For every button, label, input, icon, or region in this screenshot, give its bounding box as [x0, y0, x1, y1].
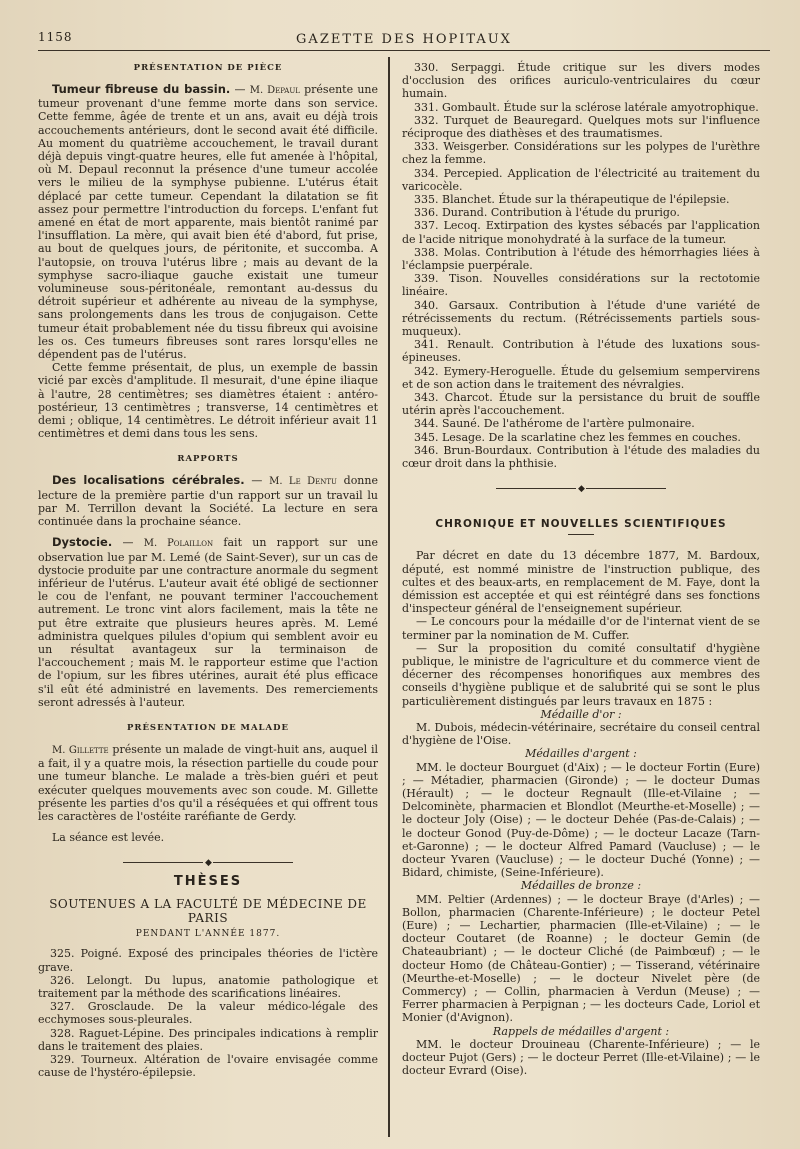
left-column	[38, 57, 388, 1137]
award-list: MM. le docteur Drouineau (Charente-Inférieure) ; — le docteur Pujot (Gers) ; — le docteur Perret (Ille-et-Vilaine) ; — le docteur Evrard (Oise).	[402, 1037, 760, 1078]
thesis-entry: 342. Eymery-Heroguelle. Étude du gelsemium sempervirens et de son action dans le traitement des névralgies.	[402, 364, 760, 391]
article-paragraph: M. Gillette présente un malade de vingt-huit ans, auquel il a fait, il y a quatre mois, la résection partielle du coude pour une tumeur blanche. Le malade a très-bien guéri et peut exécuter quelques mouvements avec son coude. M. Gillette présente les parties d'os qu'il a réséquées et qui offrent tous les caractères de l'ostéite raréfiante de Gerdy.	[38, 742, 378, 823]
section-heading: PRÉSENTATION DE PIÈCE	[133, 63, 283, 73]
page-number: 1158	[38, 30, 73, 44]
speaker-name: M. Polaillon	[143, 538, 214, 550]
run-in-title: Dystocie.	[52, 535, 113, 550]
section-heading: RAPPORTS	[177, 454, 239, 465]
closing-line: La séance est levée.	[52, 831, 165, 845]
right-column	[388, 57, 760, 1137]
section-heading: PRÉSENTATION DE MALADE	[127, 722, 289, 733]
award-heading: Médailles de bronze :	[520, 879, 642, 893]
article-paragraph: Dystocie. — M. Polaillon fait un rapport sur une observation lue par M. Lemé (de Saint-Sever), sur un cas de dystocie produite par une contracture anormale du segment inférieur de l'utérus. L'auteur avait été obligé de sectionner le cou de l'enfant, ne pouvant terminer l'accouchement autrement. Le tronc vint alors facilement, mais la tête ne put être extraite que plusieurs heures après. M. Lemé administra quelques pilules d'opium qui semblent avoir eu un résultat avantageux sur la terminaison de l'accouchement ; mais M. le rapporteur estime que l'action de l'opium, sur les fibres utérines, aurait été plus efficace s'il eût été administré en lavements. Des remerciements seront adressés à l'auteur.	[38, 535, 378, 709]
thesis-entry: 331. Gombault. Étude sur la sclérose latérale amyotrophique.	[414, 100, 759, 114]
speaker-name: M. Depaul	[249, 85, 300, 96]
thesis-entry: 336. Durand. Contribution à l'étude du prurigo.	[414, 206, 680, 220]
article-paragraph: Tumeur fibreuse du bassin. — M. Depaul présente une tumeur provenant d'une femme morte dans son service. Cette femme, âgée de trente et un ans, avait eu déjà trois accouchements antérieurs, dont le second avait été difficile. Au moment du quatrième accouchement, le travail durant déjà depuis vingt-quatre heures, elle fut amenée à l'hôpital, où M. Depaul reconnut la présence d'une tumeur accolée vers le milieu de la symphyse pubienne. L'utérus était déplacé par cette tumeur. Cependant la dilatation se fit assez pour permettre l'introduction du forceps. L'enfant fut amené en état de mort apparente, mais bientôt ranimé par l'insufflation. La mère, qui avait bien été d'abord, fut prise, au bout de quelques jours, de péritonite, et succomba. A l'autopsie, on trouva l'utérus libre ; mais au devant de la symphyse sacro-iliaque gauche existait une tumeur volumineuse sous-péritonéale, remontant au-dessus du détroit supérieur et adhérente au niveau de la symphyse, sans prolongements dans les trous de conjugaison. Cette tumeur était probablement née du tissu fibreux qui avoisine les os. Ces tumeurs fibreuses sont rares lorsqu'elles ne dépendent pas de l'utérus.	[38, 82, 379, 362]
article-paragraph: — Sur la proposition du comité consultatif d'hygiène publique, le ministre de l'agriculture et du commerce vient de décerner des récompenses honorifiques aux membres des conseils d'hygiène publique et de salubrité qui se sont le plus particulièrement distingués par leurs travaux en 1875 :	[402, 641, 760, 708]
article-paragraph: Par décret en date du 13 décembre 1877, M. Bardoux, député, est nommé ministre de l'instruction publique, des cultes et des beaux-arts, en remplacement de M. Faye, dont la démission est acceptée et qui est réintégré dans ses fonctions d'inspecteur général de l'enseignement supérieur.	[402, 549, 760, 616]
thesis-entry: 335. Blanchet. Étude sur la thérapeutique de l'épilepsie.	[414, 193, 730, 207]
thesis-entry: 338. Molas. Contribution à l'étude des hémorrhagies liées à l'éclampsie puerpérale.	[402, 245, 760, 273]
award-list: MM. Peltier (Ardennes) ; — le docteur Braye (d'Arles) ; — Bollon, pharmacien (Charente-Inférieure) ; le docteur Petel (Eure) ; — Lechartier, pharmacien (Ille-et-Vilaine) ; — le docteur Coutaret (de Roanne) ; le docteur Gemin (de Chateaubriant) ; — le docteur Cliché (de Paimbœuf) ; — le docteur Homo (de Château-Gontier) ; — Tisserand, vétérinaire (Meurthe-et-Moselle) ; — le docteur Nivelet père (de Commercy) ; — Collin, pharmacien à Verdun (Meuse) ; — Ferrer pharmacien à Perpignan ; — les docteurs Cade, Loriol et Monier (d'Avignon).	[402, 892, 760, 1025]
article-paragraph: Des localisations cérébrales. — M. Le Dentu donne lecture de la première partie d'un rapport sur un travail lu par M. Terrillon devant la Société. La lecture en sera continuée dans la prochaine séance.	[38, 473, 378, 529]
speaker-name: M. Le Dentu	[269, 476, 337, 488]
theses-title: THÈSES	[173, 874, 243, 890]
title-rule	[568, 534, 594, 535]
run-in-title: Tumeur fibreuse du bassin.	[52, 82, 231, 96]
chronicle-title: CHRONIQUE ET NOUVELLES SCIENTIFIQUES	[435, 518, 727, 531]
award-heading: Rappels de médailles d'argent :	[492, 1024, 670, 1038]
award-list: MM. le docteur Bourguet (d'Aix) ; — le docteur Fortin (Eure) ; — Métadier, pharmacien (Gironde) ; — le docteur Dumas (Hérault) ; — le docteur Regnault (Ille-et-Vilaine ; — Delcominète, pharmacien et Blondlot (Meurthe-et-Moselle) ; — le docteur Joly (Oise) ; — le docteur Dehée (Pas-de-Calais) ; — le docteur Gonod (Puy-de-Dôme) ; — le docteur Lacaze (Tarn-et-Garonne) ; — le docteur Alfred Pamard (Vaucluse) ; — le docteur Yvaren (Vaucluse) ; — le docteur Duché (Yonne) ; — Bidard, chimiste, (Seine-Inférieure).	[402, 760, 760, 880]
ornament-divider: ◆	[38, 858, 378, 868]
award-heading: Médailles d'argent :	[525, 747, 637, 761]
thesis-entry: 340. Garsaux. Contribution à l'étude d'une variété de rétrécissements du rectum. (Rétrécissements partiels sous-muqueux).	[402, 298, 760, 339]
article-paragraph: Cette femme présentait, de plus, un exemple de bassin vicié par excès d'amplitude. Il mesurait, d'une épine iliaque à l'autre, 28 centimètres; ses diamètres étaient : antéro-postérieur, 13 centimètres ; transverse, 14 centimètres et demi ; oblique, 14 centimètres. Le détroit inférieur avait 11 centimètres et demi dans tous les sens.	[38, 361, 378, 441]
thesis-entry: 345. Lesage. De la scarlatine chez les femmes en couches.	[414, 430, 741, 444]
thesis-entry: 333. Weisgerber. Considérations sur les polypes de l'urèthre chez la femme.	[402, 140, 760, 167]
thesis-entry: 334. Percepied. Application de l'électricité au traitement du varicocèle.	[402, 166, 760, 193]
article-paragraph: — Le concours pour la médaille d'or de l'internat vient de se terminer par la nomination de M. Cuffer.	[402, 615, 760, 642]
award-heading: Médaille d'or :	[540, 707, 622, 721]
thesis-entry: 343. Charcot. Étude sur la persistance du bruit de souffle utérin après l'accouchement.	[402, 391, 760, 418]
award-list: M. Dubois, médecin-vétérinaire, secrétaire du conseil central d'hygiène de l'Oise.	[402, 720, 760, 748]
thesis-entry: 341. Renault. Contribution à l'étude des luxations sous-épineuses.	[402, 338, 760, 365]
run-in-title: Des localisations cérébrales.	[52, 473, 245, 488]
thesis-entry: 339. Tison. Nouvelles considérations sur la rectotomie linéaire.	[402, 272, 760, 299]
thesis-entry: 344. Sauné. De l'athérome de l'artère pulmonaire.	[414, 417, 695, 431]
theses-year-line: PENDANT L'ANNÉE 1877.	[135, 929, 281, 940]
publication-title: GAZETTE DES HOPITAUX	[296, 32, 512, 47]
thesis-entry: 325. Poigné. Exposé des principales théories de l'ictère grave.	[38, 947, 378, 974]
thesis-entry: 346. Brun-Bourdaux. Contribution à l'étude des maladies du cœur droit dans la phthisie.	[402, 443, 760, 471]
ornament-divider: ◆	[402, 484, 760, 494]
theses-subtitle: SOUTENUES A LA FACULTÉ DE MÉDECINE DE PARIS	[49, 897, 367, 926]
page-header	[38, 28, 770, 51]
thesis-entry: 328. Raguet-Lépine. Des principales indications à remplir dans le traitement des plaies.	[38, 1026, 378, 1053]
thesis-entry: 329. Tourneux. Altération de l'ovaire envisagée comme cause de l'hystéro-épilepsie.	[38, 1052, 378, 1080]
thesis-entry: 327. Grosclaude. De la valeur médico-légale des ecchymoses sous-pleurales.	[38, 1000, 378, 1027]
thesis-entry: 337. Lecoq. Extirpation des kystes sébacés par l'application de l'acide nitrique monohydraté à la surface de la tumeur.	[402, 219, 760, 246]
thesis-entry: 326. Lelongt. Du lupus, anatomie pathologique et traitement par la méthode des scarifications linéaires.	[38, 973, 378, 1000]
thesis-entry: 330. Serpaggi. Étude critique sur les divers modes d'occlusion des orifices auriculo-ventriculaires du cœur humain.	[402, 61, 760, 101]
speaker-name: M. Gillette	[52, 744, 109, 756]
thesis-entry: 332. Turquet de Beauregard. Quelques mots sur l'influence réciproque des diathèses et des traumatismes.	[402, 113, 760, 141]
